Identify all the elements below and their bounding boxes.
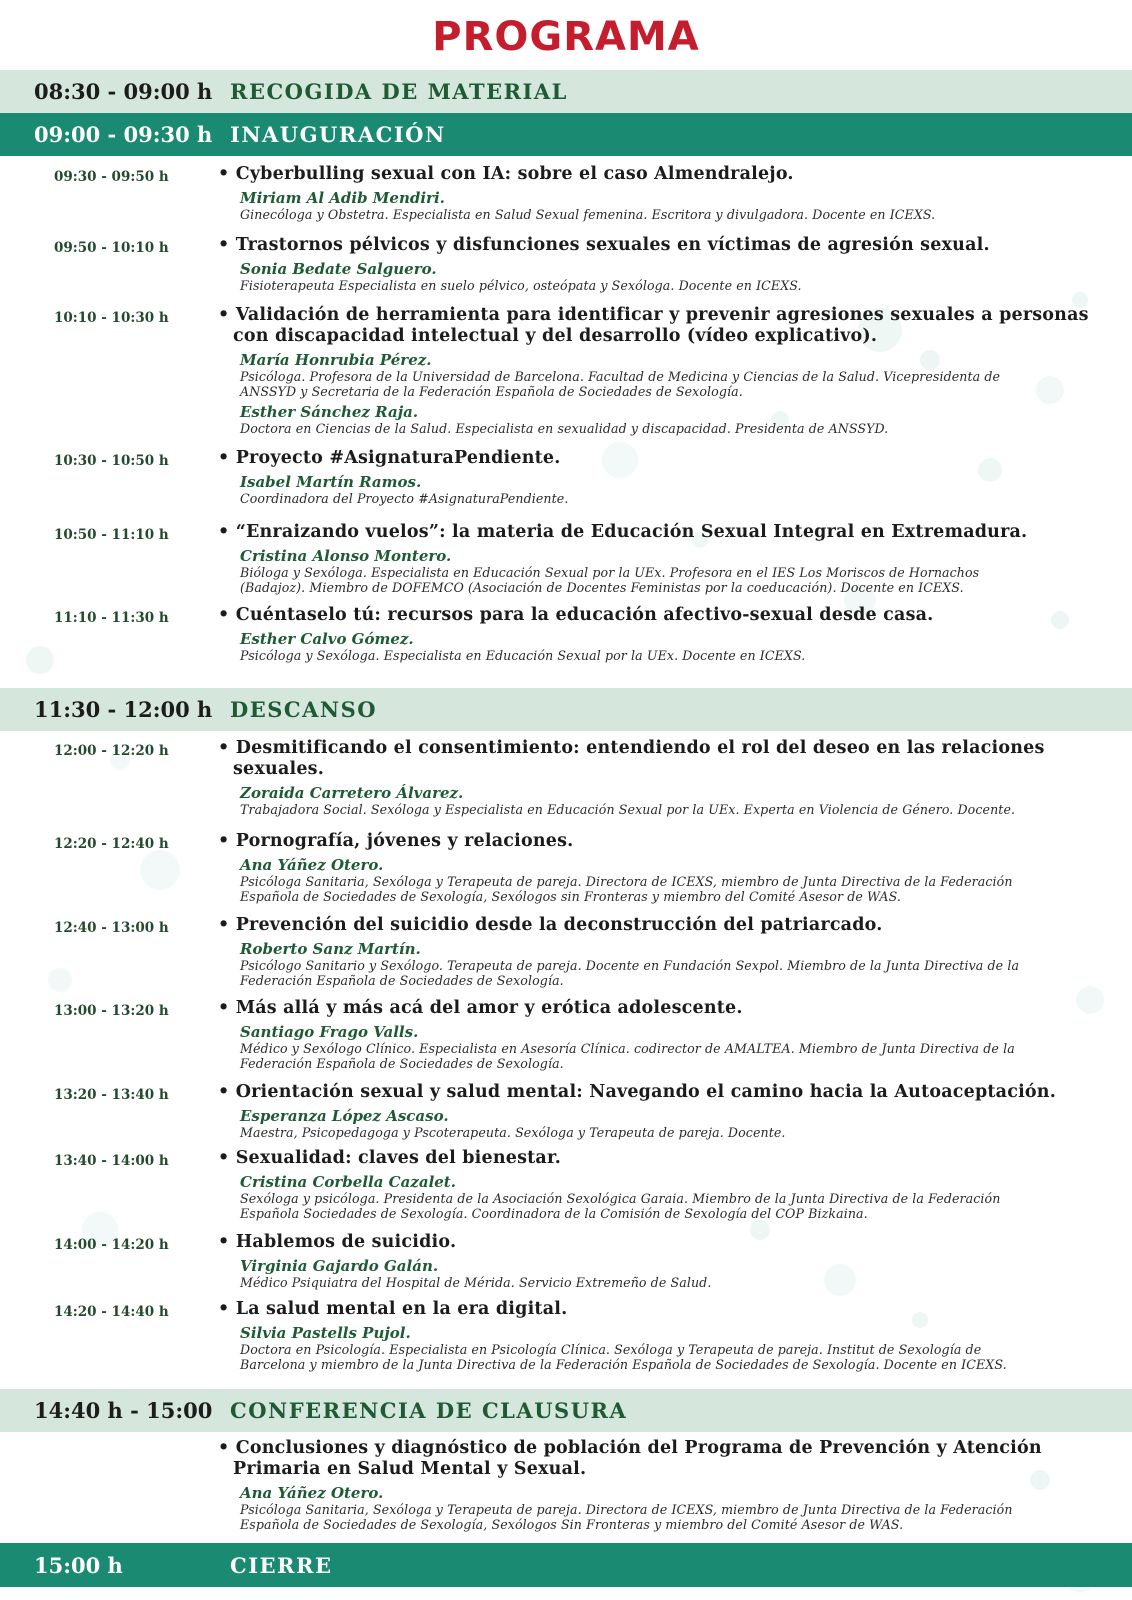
session-title: • Hablemos de suicidio. [218,1232,1098,1253]
session-time: 12:20 - 12:40 h [54,836,169,852]
band-descanso [0,688,1132,731]
speaker-bio: Médico Psiquiatra del Hospital de Mérida. Servicio Extremeño de Salud. [240,1275,712,1290]
session-title: • La salud mental en la era digital. [218,1299,1098,1320]
session-time: 10:50 - 11:10 h [54,527,169,543]
band-cierre [0,1543,1132,1587]
session-title: • Pornografía, jóvenes y relaciones. [218,831,1098,852]
session-time: 14:20 - 14:40 h [54,1304,169,1320]
speaker-name: Miriam Al Adib Mendiri. [240,189,445,207]
session-title: • Conclusiones y diagnóstico de población del Programa de Prevención y Atención Primaria en Salud Mental y Sexual. [218,1438,1098,1480]
band-inauguracion [0,113,1132,156]
session-title: • “Enraizando vuelos”: la materia de Educación Sexual Integral en Extremadura. [218,522,1098,543]
speaker-bio: Médico y Sexólogo Clínico. Especialista en Asesoría Clínica. codirector de AMALTEA. Miembro de Junta Directiva de la Federación Española de Sociedades de Sexología. [240,1041,1015,1071]
session-title: • Cyberbulling sexual con IA: sobre el caso Almendralejo. [218,164,1098,185]
session-time: 13:20 - 13:40 h [54,1087,169,1103]
session-title: • Sexualidad: claves del bienestar. [218,1148,1098,1169]
speaker-bio: Trabajadora Social. Sexóloga y Especialista en Educación Sexual por la UEx. Experta en Violencia de Género. Docente. [240,802,1016,817]
session-time: 09:50 - 10:10 h [54,240,169,256]
speaker-name: Santiago Frago Valls. [240,1023,419,1041]
session-title: • Más allá y más acá del amor y erótica adolescente. [218,998,1098,1019]
session-title: • Orientación sexual y salud mental: Navegando el camino hacia la Autoaceptación. [218,1082,1098,1103]
speaker-name: Sonia Bedate Salguero. [240,260,437,278]
session-time: 12:00 - 12:20 h [54,743,169,759]
session-time: 10:30 - 10:50 h [54,453,169,469]
page-title: PROGRAMA [432,14,700,60]
band-label: DESCANSO [230,697,378,722]
session-title: • Prevención del suicidio desde la deconstrucción del patriarcado. [218,915,1098,936]
speaker-name: Zoraida Carretero Álvarez. [240,784,464,802]
speaker-bio: Psicólogo Sanitario y Sexólogo. Terapeuta de pareja. Docente en Fundación Sexpol. Miembro de la Junta Directiva de la Federación Española de Sociedades de Sexología. [240,958,1020,988]
speaker-bio: Sexóloga y psicóloga. Presidenta de la Asociación Sexológica Garaia. Miembro de la Junta Directiva de la Federación Española Sociedades de Sexología. Coordinadora de la Comisión de Sexología del COP Bizkaina. [240,1191,1001,1221]
band-label: RECOGIDA DE MATERIAL [230,79,568,104]
session-title: • Trastornos pélvicos y disfunciones sexuales en víctimas de agresión sexual. [218,235,1098,256]
speaker-bio: Doctora en Psicología. Especialista en Psicología Clínica. Sexóloga y Terapeuta de pareja. Institut de Sexología de Barcelona y miembro de la Junta Directiva de la Federación Española de Sociedades de Sexología. Docente en ICEXS. [240,1342,1007,1372]
speaker-name: Esperanza López Ascaso. [240,1107,449,1125]
speaker-bio: Psicóloga Sanitaria, Sexóloga y Terapeuta de pareja. Directora de ICEXS, miembro de Junta Directiva de la Federación Española de Sociedades de Sexología, Sexólogos Sin Fronteras y miembro del Comité Asesor de WAS. [240,1502,1013,1532]
speaker-bio: Bióloga y Sexóloga. Especialista en Educación Sexual por la UEx. Profesora en el IES Los Moriscos de Hornachos (Badajoz). Miembro de DOFEMCO (Asociación de Docentes Feministas por la coeducación). Docente en ICEXS. [240,565,980,595]
speaker-bio: Coordinadora del Proyecto #AsignaturaPendiente. [240,491,569,506]
band-label: CONFERENCIA DE CLAUSURA [230,1398,628,1423]
speaker-bio: Maestra, Psicopedagoga y Pscoterapeuta. Sexóloga y Terapeuta de pareja. Docente. [240,1125,786,1140]
session-title: • Desmitificando el consentimiento: entendiendo el rol del deseo en las relaciones sexuales. [218,738,1098,780]
band-time: 14:40 h - 15:00 [34,1398,213,1423]
speaker-bio: Psicóloga. Profesora de la Universidad de Barcelona. Facultad de Medicina y Ciencias de la Salud. Vicepresidenta de ANSSYD y Secretaria de la Federación Española de Sociedades de Sexología. [240,369,1001,399]
band-clausura [0,1389,1132,1432]
band-recogida [0,70,1132,113]
speaker-name: Esther Sánchez Raja. [240,403,419,421]
speaker-bio: Ginecóloga y Obstetra. Especialista en Salud Sexual femenina. Escritora y divulgadora. Docente en ICEXS. [240,207,936,222]
band-time: 08:30 - 09:00 h [34,79,213,104]
speaker-name: Ana Yáñez Otero. [240,856,384,874]
session-time: 12:40 - 13:00 h [54,920,169,936]
band-label: INAUGURACIÓN [230,122,446,147]
speaker-bio: Fisioterapeuta Especialista en suelo pélvico, osteópata y Sexóloga. Docente en ICEXS. [240,278,802,293]
speaker-bio: Psicóloga Sanitaria, Sexóloga y Terapeuta de pareja. Directora de ICEXS, miembro de Junta Directiva de la Federación Española de Sociedades de Sexología, Sexólogos sin Fronteras y miembro del Comité Asesor de WAS. [240,874,1013,904]
speaker-name: Esther Calvo Gómez. [240,630,414,648]
session-title: • Validación de herramienta para identificar y prevenir agresiones sexuales a personas con discapacidad intelectual y del desarrollo (vídeo explicativo). [218,305,1098,347]
session-time: 09:30 - 09:50 h [54,169,169,185]
session-time: 14:00 - 14:20 h [54,1237,169,1253]
session-title: • Proyecto #AsignaturaPendiente. [218,448,1098,469]
speaker-name: Virginia Gajardo Galán. [240,1257,439,1275]
speaker-bio: Psicóloga y Sexóloga. Especialista en Educación Sexual por la UEx. Docente en ICEXS. [240,648,806,663]
speaker-name: Ana Yáñez Otero. [240,1484,384,1502]
speaker-name: María Honrubia Pérez. [240,351,432,369]
session-time: 10:10 - 10:30 h [54,310,169,326]
speaker-name: Roberto Sanz Martín. [240,940,421,958]
band-time: 11:30 - 12:00 h [34,697,213,722]
speaker-name: Cristina Corbella Cazalet. [240,1173,456,1191]
session-time: 11:10 - 11:30 h [54,610,169,626]
speaker-name: Cristina Alonso Montero. [240,547,452,565]
session-time: 13:40 - 14:00 h [54,1153,169,1169]
speaker-name: Isabel Martín Ramos. [240,473,422,491]
speaker-name: Silvia Pastells Pujol. [240,1324,411,1342]
session-title: • Cuéntaselo tú: recursos para la educación afectivo-sexual desde casa. [218,605,1098,626]
speaker-bio: Doctora en Ciencias de la Salud. Especialista en sexualidad y discapacidad. Presidenta de ANSSYD. [240,421,889,436]
session-time: 13:00 - 13:20 h [54,1003,169,1019]
band-time: 15:00 h [34,1552,123,1578]
band-time: 09:00 - 09:30 h [34,122,213,147]
band-label: CIERRE [230,1552,333,1578]
